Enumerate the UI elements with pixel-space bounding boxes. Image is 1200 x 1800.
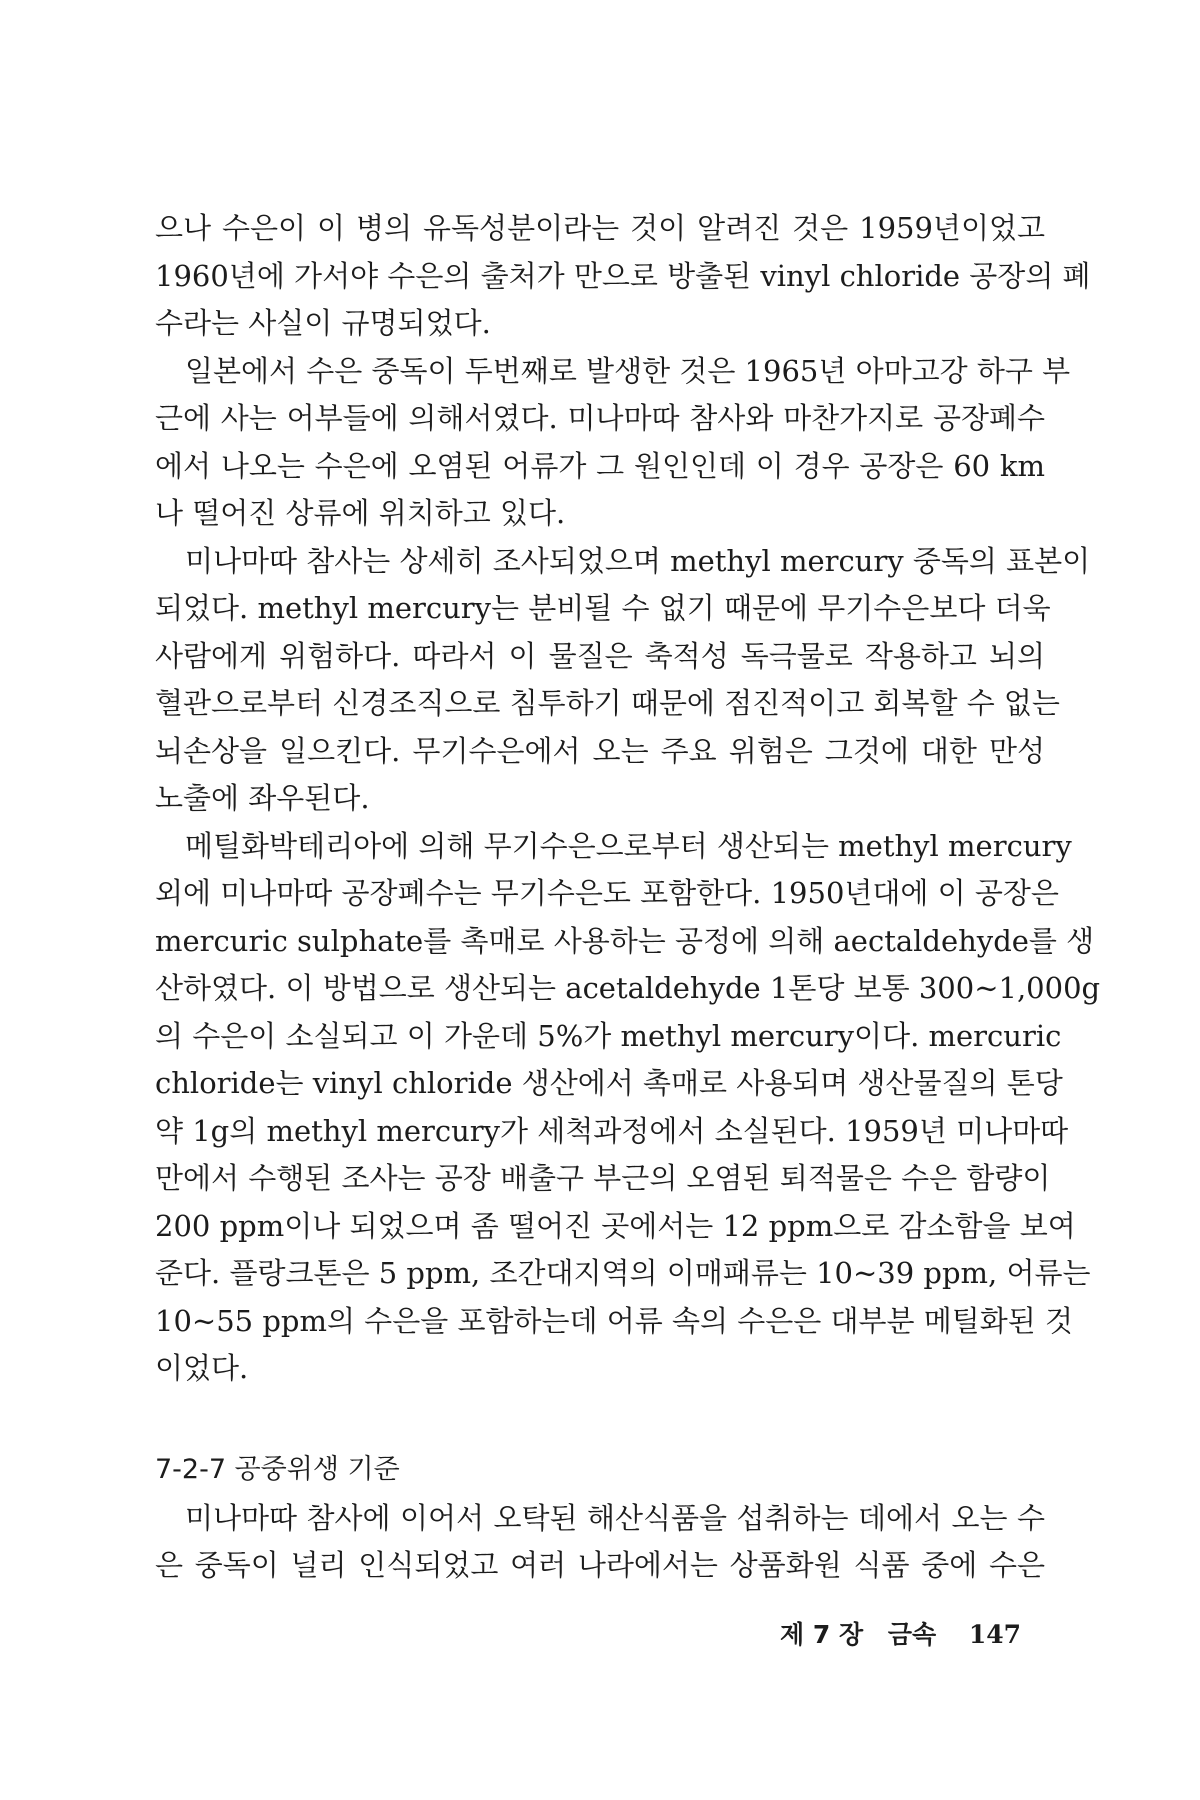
text-line: 혈관으로부터 신경조직으로 침투하기 때문에 점진적이고 회복할 수 없는 xyxy=(155,686,1060,720)
footer-topic: 금속 xyxy=(887,1620,937,1649)
section-spacer xyxy=(155,1393,1045,1435)
text-line: 산하였다. 이 방법으로 생산되는 acetaldehyde 1톤당 보통 300∼1,000g xyxy=(155,971,1101,1005)
text-line: 뇌손상을 일으킨다. 무기수은에서 오는 주요 위험은 그것에 대한 만성 xyxy=(155,733,1045,768)
text-line: mercuric sulphate를 촉매로 사용하는 공정에 의해 aectaldehyde를 생 xyxy=(155,923,1095,958)
text-line: 미나마따 참사에 이어서 오탁된 해산식품을 섭취하는 데에서 오는 수 xyxy=(185,1500,1045,1535)
paragraph-1 xyxy=(155,205,1091,348)
text-line: 으나 수은이 이 병의 유독성분이라는 것이 알려진 것은 1959년이었고 xyxy=(155,211,1045,245)
text-line: 10∼55 ppm의 수은을 포함하는데 어류 속의 수은은 대부분 메틸화된 것 xyxy=(155,1303,1074,1338)
text-line: 수라는 사실이 규명되었다. xyxy=(155,306,491,340)
text-line: 의 수은이 소실되고 이 가운데 5%가 methyl mercury이다. mercuric xyxy=(155,1018,1062,1053)
page-body xyxy=(155,205,1101,1765)
text-line: 사람에게 위험하다. 따라서 이 물질은 축적성 독극물로 작용하고 뇌의 xyxy=(155,638,1045,673)
text-line: 노출에 좌우된다. xyxy=(155,781,370,815)
text-line: 근에 사는 어부들에 의해서였다. 미나마따 참사와 마찬가지로 공장폐수 xyxy=(155,401,1045,435)
text-line: 은 중독이 널리 인식되었고 여러 나라에서는 상품화원 식품 중에 수은 xyxy=(155,1548,1045,1582)
paragraph-3 xyxy=(155,538,1091,823)
text-line: 만에서 수행된 조사는 공장 배출구 부근의 오염된 퇴적물은 수은 함량이 xyxy=(155,1161,1051,1195)
text-line: 나 떨어진 상류에 위치하고 있다. xyxy=(155,496,566,530)
text-line: 일본에서 수은 중독이 두번째로 발생한 것은 1965년 아마고강 하구 부 xyxy=(185,353,1071,388)
text-line: 준다. 플랑크톤은 5 ppm, 조간대지역의 이매패류는 10∼39 ppm, 어류는 xyxy=(155,1256,1091,1290)
text-line: chloride는 vinyl chloride 생산에서 촉매로 사용되며 생산물질의 톤당 xyxy=(155,1066,1063,1100)
text-line: 되었다. methyl mercury는 분비될 수 없기 때문에 무기수은보다 더욱 xyxy=(155,591,1051,625)
paragraph-2 xyxy=(155,348,1071,538)
page-number: 147 xyxy=(968,1620,1022,1649)
text-line: 외에 미나마따 공장폐수는 무기수은도 포함한다. 1950년대에 이 공장은 xyxy=(155,876,1059,910)
text-line: 1960년에 가서야 수은의 출처가 만으로 방출된 vinyl chloride 공장의 폐 xyxy=(155,258,1091,293)
text-line: 에서 나오는 수은에 오염된 어류가 그 원인인데 이 경우 공장은 60 km xyxy=(155,448,1045,483)
footer-chapter: 제 7 장 xyxy=(780,1620,864,1649)
text-line: 약 1g의 methyl mercury가 세척과정에서 소실된다. 1959년 미나마따 xyxy=(155,1113,1069,1148)
text-line: 메틸화박테리아에 의해 무기수은으로부터 생산되는 methyl mercury xyxy=(185,828,1072,863)
paragraph-4 xyxy=(155,823,1101,1393)
section-heading: 7-2-7 공중위생 기준 xyxy=(155,1453,400,1485)
text-line: 미나마따 참사는 상세히 조사되었으며 methyl mercury 중독의 표본이 xyxy=(185,543,1091,578)
section-paragraph xyxy=(155,1495,1045,1590)
page-footer xyxy=(780,1615,1021,1655)
text-line: 이었다. xyxy=(155,1351,249,1385)
text-line: 200 ppm이나 되었으며 좀 떨어진 곳에서는 12 ppm으로 감소함을 보여 xyxy=(155,1208,1076,1243)
